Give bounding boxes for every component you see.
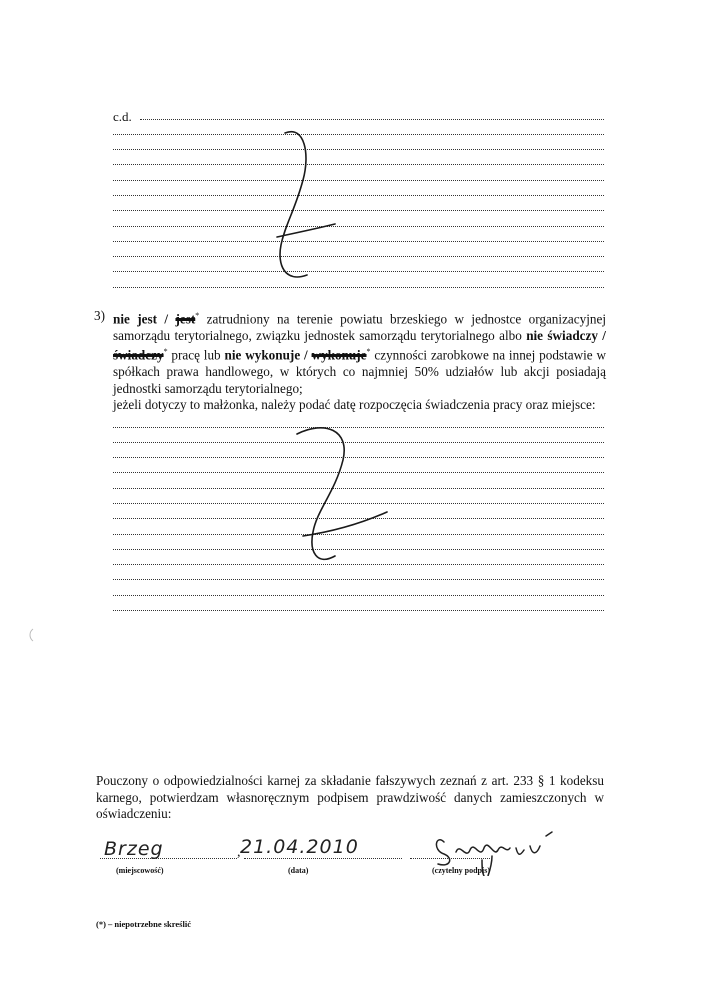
dotted-line <box>113 134 604 135</box>
dotted-line <box>113 287 604 288</box>
place-caption: (miejscowość) <box>116 866 164 875</box>
dotted-line <box>113 271 604 272</box>
dotted-line <box>113 180 604 181</box>
text-run: czynności zarobkowe na innej podstawie w spółkach prawa handlowego, w których co najmniej 50% udziałów lub akcji posiadają jednostki samorządu terytorialnego; <box>113 347 606 396</box>
bold-phrase: nie wykonuje / <box>224 347 308 363</box>
dotted-line <box>113 610 604 611</box>
dotted-line <box>113 149 604 150</box>
asterisk: * <box>195 311 200 320</box>
footnote: (*) – niepotrzebne skreślić <box>96 919 191 929</box>
stray-mark <box>26 628 36 642</box>
place-handwritten: Brzeg <box>104 838 164 860</box>
dotted-line <box>113 164 604 165</box>
date-caption: (data) <box>288 866 309 875</box>
struck-word: wykonuje <box>311 347 367 363</box>
dotted-line <box>113 241 604 242</box>
dotted-line <box>113 226 604 227</box>
item-3 <box>94 308 606 414</box>
dotted-line <box>113 210 604 211</box>
dotted-line <box>113 579 604 580</box>
declaration-statement: Pouczony o odpowiedzialności karnej za składanie fałszywych zeznań z art. 233 § 1 kodeksu karnego, potwierdzam własnoręcznym podpisem prawdziwość danych zamieszczonych w oświadczeniu: <box>96 773 604 821</box>
crossout-scribble <box>265 125 345 285</box>
dotted-line <box>113 195 604 196</box>
text-run: pracę lub <box>167 347 225 363</box>
date-handwritten: 21.04.2010 <box>240 836 359 858</box>
dotted-line <box>140 119 604 120</box>
spouse-note: jeżeli dotyczy to małżonka, należy podać datę rozpoczęcia świadczenia pracy oraz miejsce: <box>113 397 596 413</box>
struck-word: jest <box>175 311 196 327</box>
text-run: zatrudniony na terenie powiatu brzeskiego w jednostce organizacyjnej samorządu terytorialnego, związku jednostek samorządu terytorialnego albo <box>113 311 606 343</box>
bold-phrase: nie jest / <box>113 311 169 327</box>
dotted-line <box>113 256 604 257</box>
dotted-line <box>113 595 604 596</box>
comma: , <box>237 845 241 860</box>
continuation-label: c.d. <box>113 109 132 124</box>
item-number: 3) <box>94 308 105 323</box>
struck-word: świadczy <box>113 347 164 363</box>
asterisk: * <box>366 347 371 357</box>
bold-phrase: nie świadczy / <box>526 327 606 343</box>
item-3-text <box>113 308 606 397</box>
date-line <box>244 858 402 859</box>
crossout-scribble <box>285 420 395 570</box>
signature-caption: (czytelny podpis) <box>432 866 490 875</box>
asterisk: * <box>163 347 168 357</box>
